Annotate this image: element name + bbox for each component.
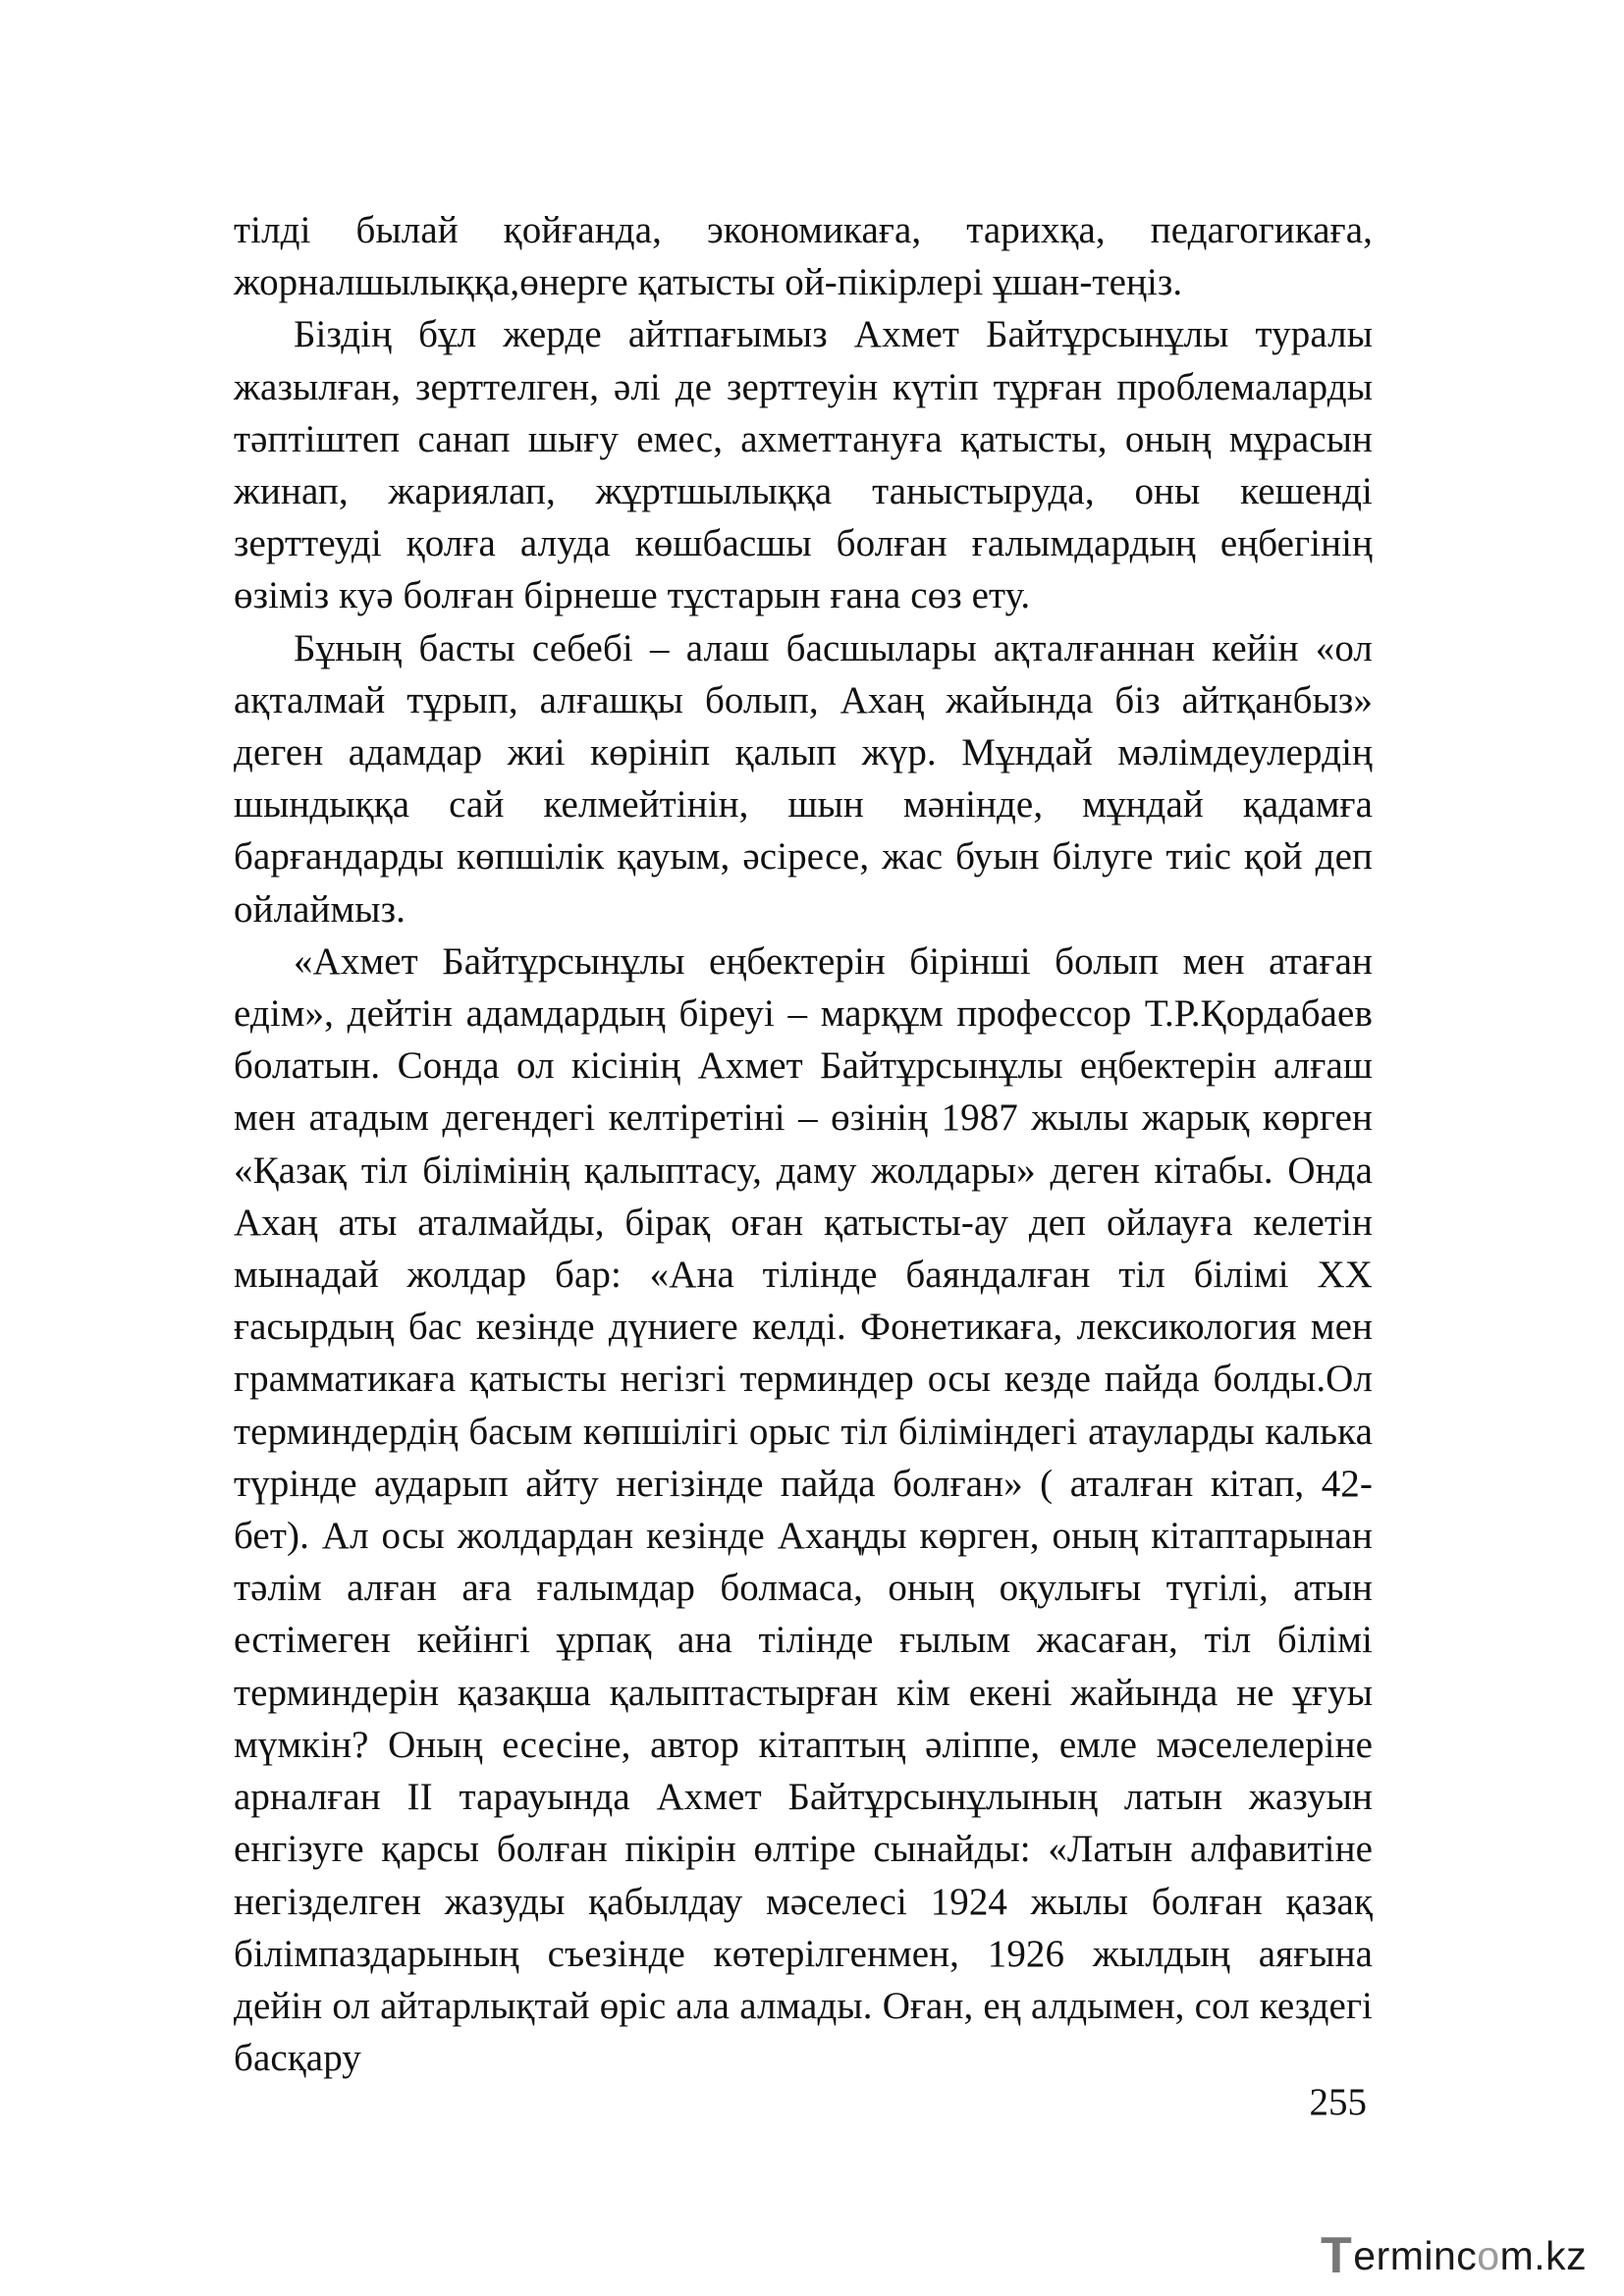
page-body-text: [234, 204, 1373, 2084]
paragraph-3: Бұның басты себебі – алаш басшылары ақталғаннан кейін «ол ақталмай тұрып, алғашқы болып, Ахаң жайында біз айтқанбыз» деген адамдар жиі көрініп қалып жүр. Мұндай мәлімдеулердің шындыққа сай келмейтінін, шын мәнінде, мұндай қадамға барғандарды көпшілік қауым, әсіресе, жас буын білуге тиіс қой деп ойлаймыз.: [234, 626, 1373, 931]
watermark-text-part2: m.kz: [1499, 2233, 1588, 2278]
paragraph-2: Біздің бұл жерде айтпағымыз Ахмет Байтұрсынұлы туралы жазылған, зерттелген, әлі де зерттеуін күтіп тұрған проблемаларды тәптіштеп санап шығу емес, ахметтануға қатысты, оның мұрасын жинап, жариялап, жұртшылыққа таныстыруда, оны кешенді зерттеуді қолға алуда көшбасшы болған ғалымдардың еңбегінің өзіміз куә болған бірнеше тұстарын ғана сөз ету.: [234, 313, 1373, 617]
termincom-watermark-logo: [1321, 2226, 1587, 2285]
paragraph-continuation: тілді былай қойғанда, экономикаға, тарихқа, педагогикаға, жорналшылыққа,өнерге қатысты ой-пікірлері ұшан-теңіз.: [234, 209, 1373, 304]
page-number: 255: [1309, 2081, 1367, 2123]
watermark-letter-o: o: [1477, 2233, 1500, 2278]
watermark-text-part1: erminc: [1353, 2233, 1478, 2278]
paragraph-4: «Ахмет Байтұрсынұлы еңбектерін бірінші болып мен атаған едім», дейтін адамдардың біреуі – марқұм профессор Т.Р.Қордабаев болатын. Сонда ол кісінің Ахмет Байтұрсынұлы еңбектерін алғаш мен атадым дегендегі келтіретіні – өзінің 1987 жылы жарық көрген «Қазақ тіл білімінің қалыптасу, даму жолдары» деген кітабы. Онда Ахаң аты аталмайды, бірақ оған қатысты-ау деп ойлауға келетін мынадай жолдар бар: «Ана тілінде баяндалған тіл білімі ХХ ғасырдың бас кезінде дүниеге келді. Фонетикаға, лексикология мен грамматикаға қатысты негізгі терминдер осы кезде пайда болды.Ол терминдердің басым көпшілігі орыс тіл біліміндегі атауларды калька түрінде аударып айту негізінде пайда болған» ( аталған кітап, 42-бет). Ал осы жолдардан кезінде Ахаңды көрген, оның кітаптарынан тәлім алған аға ғалымдар болмаса, оның оқулығы түгілі, атын естімеген кейінгі ұрпақ ана тілінде ғылым жасаған, тіл білімі терминдерін қазақша қалыптастырған кім екені жайында не ұғуы мүмкін? Оның есесіне, автор кітаптың әліппе, емле мәселелеріне арналған ІІ тарауында Ахмет Байтұрсынұлының латын жазуын енгізуге қарсы болған пікірін өлтіре сынайды: «Латын алфавитіне негізделген жазуды қабылдау мәселесі 1924 жылы болған қазақ білімпаздарының съезінде көтерілгенмен, 1926 жылдың аяғына дейін ол айтарлықтай өріс ала алмады. Оған, ең алдымен, сол кездегі басқару: [234, 939, 1373, 2080]
watermark-letter-t: T: [1321, 2227, 1353, 2284]
